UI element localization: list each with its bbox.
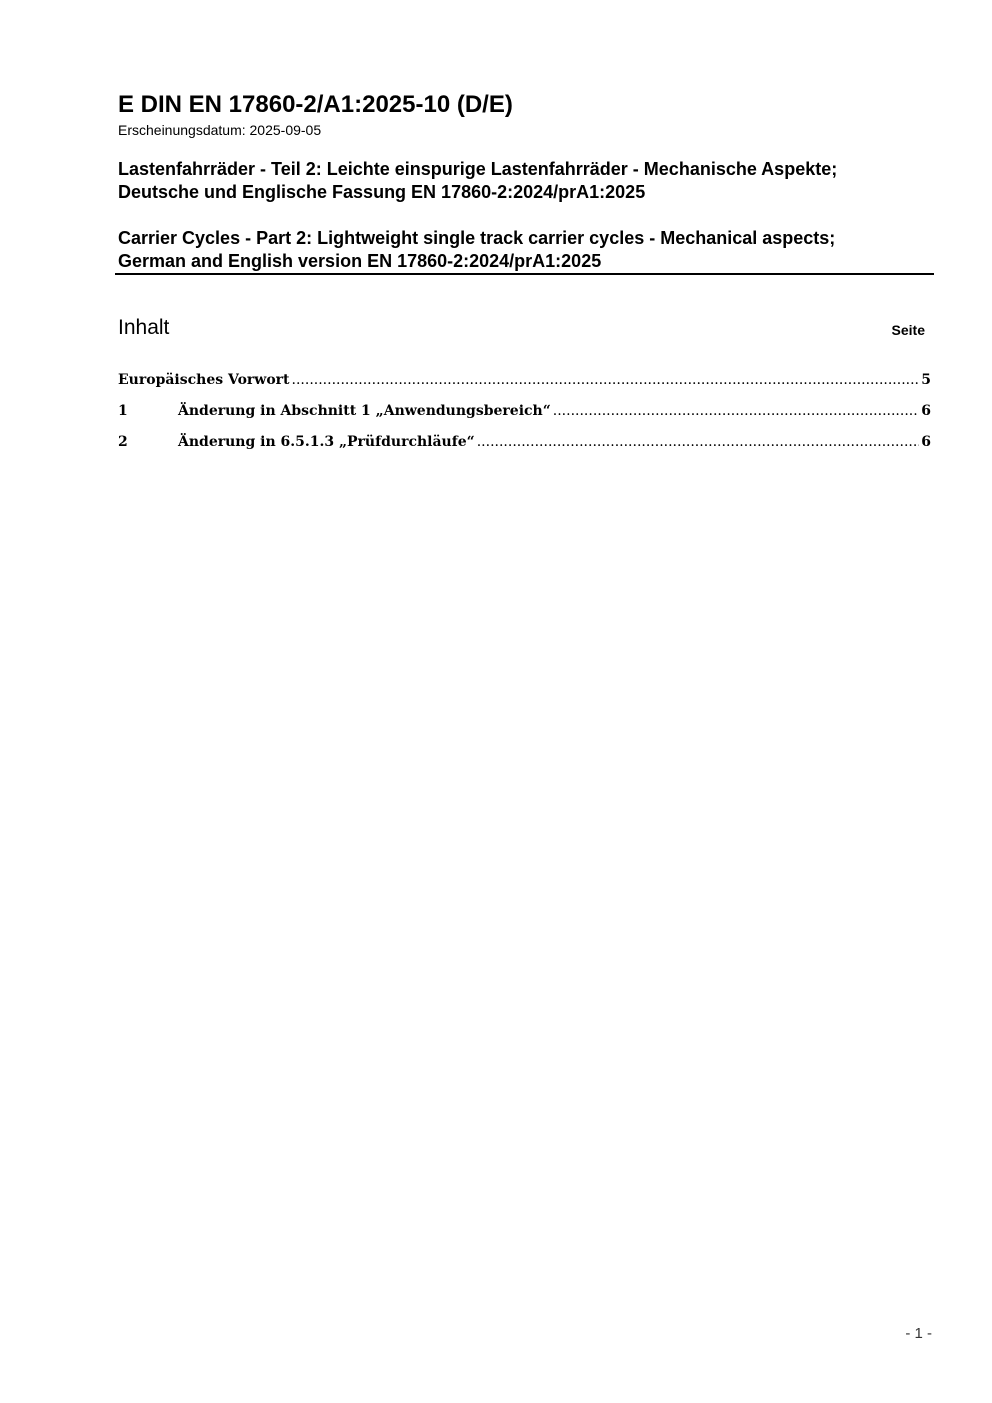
toc-entry-foreword[interactable] — [118, 370, 931, 401]
english-title-line-2: German and English version EN 17860-2:2024/prA1:2025 — [118, 251, 602, 271]
title-divider — [115, 273, 934, 275]
document-id-title: E DIN EN 17860-2/A1:2025-10 (D/E) — [118, 91, 513, 118]
toc-heading: Inhalt — [118, 316, 170, 339]
german-title-line-2: Deutsche und Englische Fassung EN 17860-2:2024/prA1:2025 — [118, 182, 646, 202]
toc-entry-page: 5 — [921, 372, 931, 388]
publication-date: Erscheinungsdatum: 2025-09-05 — [118, 122, 322, 138]
toc-entry-text: Änderung in 6.5.1.3 „Prüfdurchläufe“ — [178, 434, 475, 450]
toc-page-column-label: Seite — [891, 322, 925, 338]
toc-entry-number: 2 — [118, 434, 128, 450]
german-title-line-1: Lastenfahrräder - Teil 2: Leichte einspurige Lastenfahrräder - Mechanische Aspekte; — [118, 159, 838, 179]
page-number: - 1 - — [905, 1325, 932, 1342]
toc-entry-1[interactable] — [118, 401, 931, 432]
toc-entry-number: 1 — [118, 403, 128, 419]
toc-entry-page: 6 — [921, 403, 931, 419]
english-title-line-1: Carrier Cycles - Part 2: Lightweight single track carrier cycles - Mechanical aspects; — [118, 228, 836, 248]
table-of-contents — [118, 370, 931, 463]
toc-entry-2[interactable] — [118, 432, 931, 463]
toc-leader-dots — [553, 401, 919, 421]
toc-leader-dots — [477, 432, 920, 452]
toc-entry-text: Europäisches Vorwort — [118, 372, 290, 388]
toc-entry-page: 6 — [921, 434, 931, 450]
german-title — [118, 158, 837, 204]
toc-entry-text: Änderung in Abschnitt 1 „Anwendungsbereich“ — [178, 403, 551, 419]
english-title — [118, 227, 835, 273]
toc-leader-dots — [292, 370, 920, 390]
